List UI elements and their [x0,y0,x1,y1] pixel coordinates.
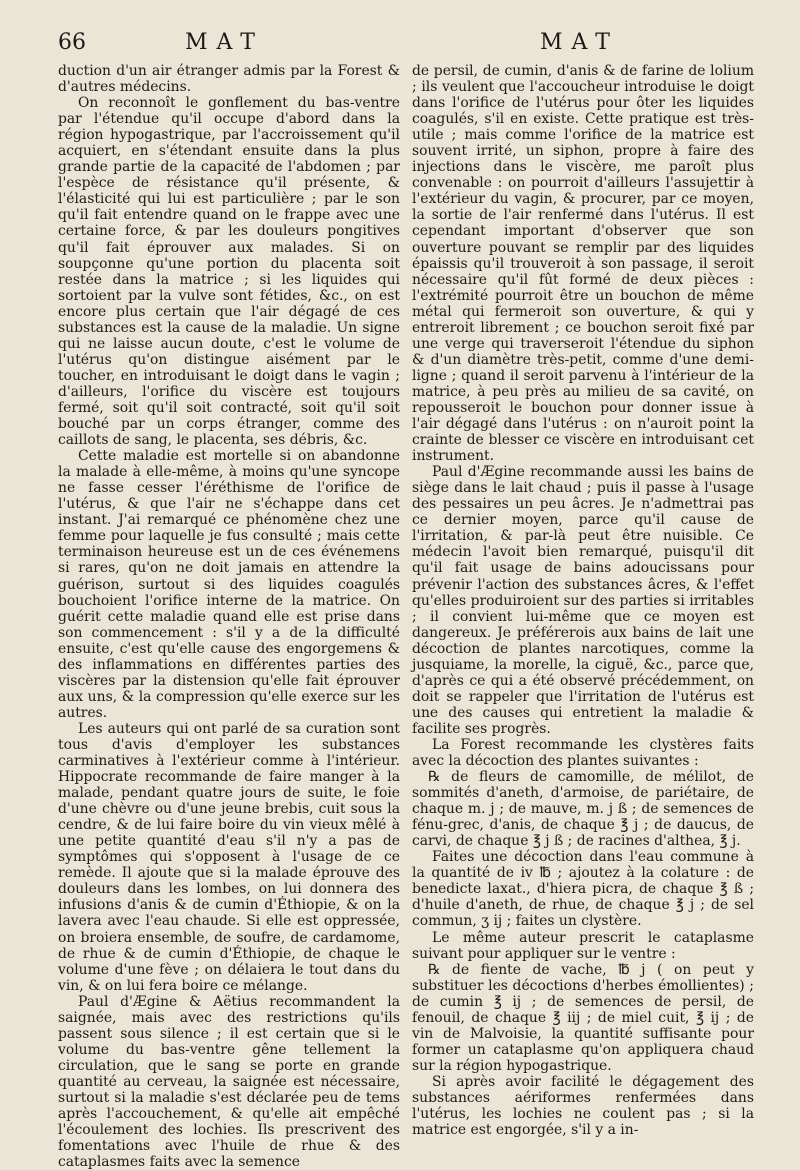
paragraph: Paul d'Ægine & Aëtius recommandent la saignée, mais avec des restrictions qu'ils passent sous silence ; il est certain que si le volume du bas-ventre gêne tellement la circulation, que le sang se porte en grande quantité au cerveau, la saignée est nécessaire, surtout si la maladie s'est déclarée peu de tems après l'accouchement, & qu'elle ait empêché l'écoulement des lochies. Ils prescrivent des fomentations avec l'huile de rhue & des cataplasmes faits avec la semence [58,993,400,1170]
paragraph: La Forest recommande les clystères faits avec la décoction des plantes suivantes : [412,736,754,770]
right-column [412,63,754,1138]
paragraph: Si après avoir facilité le dégagement des substances aériformes renfermées dans l'utérus, les lochies ne coulent pas ; si la matrice est engorgée, s'il y a in- [412,1073,754,1139]
left-running-title: MAT [185,30,264,55]
page-number: 66 [58,30,86,55]
recipe-paragraph: ℞ de fleurs de camomille, de mélilot, de sommités d'aneth, d'armoise, de pariétaire, de chaque m. j ; de mauve, m. j ß ; de semences de fénu-grec, d'anis, de chaque ℥ j ; de daucus, de carvi, de chaque ℥ j ß ; de racines d'althea, ℥ j. [412,769,754,850]
right-running-title: MAT [540,30,619,55]
paragraph: Les auteurs qui ont parlé de sa curation sont tous d'avis d'employer les substances carminatives à l'extérieur comme à l'intérieur. Hippocrate recommande de faire manger à la malade, pendant quatre jours de suite, le foie d'une chèvre ou d'une jeune brebis, cuit sous la cendre, & de lui faire boire du vin vieux mêlé à une petite quantité d'eau s'il n'y a pas de symptômes qui s'opposent à l'usage de ce remède. Il ajoute que si la malade éprouve des douleurs dans les lombes, on lui donnera des infusions d'anis & de cumin d'Éthiopie, & on la lavera avec l'eau chaude. Si elle est oppressée, on broiera ensemble, de soufre, de cardamome, de rhue & de cumin d'Éthiopie, de chaque le volume d'une fève ; on délaiera le tout dans du vin, & on lui fera boire ce mélange. [58,720,400,994]
paragraph: Faites une décoction dans l'eau commune à la quantité de iv ℔ ; ajoutez à la colature : de benedicte laxat., d'hiera picra, de chaque ℥ ß ; d'huile d'aneth, de rhue, de chaque ℥ j ; de sel commun, ʒ ij ; faites un clystère. [412,849,754,930]
paragraph: Paul d'Ægine recommande aussi les bains de siège dans le lait chaud ; puis il passe à l'usage des pessaires un peu âcres. Je n'admettrai pas ce dernier moyen, parce qu'il cause de l'irritation, & par-là peut être nuisible. Ce médecin l'avoit bien remarqué, puisqu'il dit qu'il fait usage de bains adoucissans pour prévenir l'action des substances âcres, & l'effet qu'elles produiroient sur des parties si irritables ; il convient lui-même que ce moyen est dangereux. Je préférerois aux bains de lait une décoction de plantes narcotiques, comme la jusquiame, la morelle, la ciguë, &c., parce que, d'après ce qui a été observé précédemment, on doit se rappeler que l'irritation de l'utérus est une des causes qui entretient la maladie & facilite ses progrès. [412,464,754,737]
paragraph: Cette maladie est mortelle si on abandonne la malade à elle-même, à moins qu'une syncope ne fasse cesser l'éréthisme de l'orifice de l'utérus, & que l'air ne s'échappe dans cet instant. J'ai remarqué ce phénomène chez une femme pour laquelle je fus consulté ; mais cette terminaison heureuse est un de ces événemens si rares, qu'on ne doit jamais en attendre la guérison, surtout si des liquides coagulés bouchoient l'orifice interne de la matrice. On guérit cette maladie quand elle est prise dans son commencement : s'il y a de la difficulté ensuite, c'est qu'elle cause des engorgemens & des inflammations en différentes parties des viscères par la distension qu'elle fait éprouver aux uns, & la compression qu'elle exerce sur les autres. [58,448,400,721]
paragraph: Le même auteur prescrit le cataplasme suivant pour appliquer sur le ventre : [412,929,754,962]
left-column [58,63,400,1170]
paragraph: On reconnoît le gonflement du bas-ventre par l'étendue qu'il occupe d'abord dans la région hypogastrique, par l'accroissement qu'il acquiert, en s'étendant ensuite dans la plus grande partie de la capacité de l'abdomen ; par l'espèce de résistance qu'il présente, & l'élasticité qui lui est particulière ; par le son qu'il fait entendre quand on le frappe avec une certaine force, & par les douleurs pongitives qu'il fait éprouver aux malades. Si on soupçonne qu'une portion du placenta soit restée dans la matrice ; si les liquides qui sortoient par la vulve sont fétides, &c., on est encore plus certain que l'air dégagé de ces substances est la cause de la maladie. Un signe qui ne laisse aucun doute, c'est le volume de l'utérus qu'on distingue aisément par le toucher, en introduisant le doigt dans le vagin ; d'ailleurs, l'orifice du viscère est toujours fermé, soit qu'il soit contracté, soit qu'il soit bouché par un corps étranger, comme des caillots de sang, le placenta, ses débris, &c. [58,95,400,449]
recipe-paragraph: ℞ de fiente de vache, ℔ j ( on peut y substituer les décoctions d'herbes émollientes) ; de cumin ℥ ij ; de semences de persil, de fenouil, de chaque ℥ iij ; de miel cuit, ℥ ij ; de vin de Malvoisie, la quantité suffisante pour former un cataplasme qu'on appliquera chaud sur la région hypogastrique. [412,961,754,1074]
running-header [0,30,800,60]
paragraph: de persil, de cumin, d'anis & de farine de lolium ; ils veulent que l'accoucheur introduise le doigt dans l'orifice de l'utérus pour ôter les liquides coagulés, s'il en existe. Cette pratique est très-utile ; mais comme l'orifice de la matrice est souvent irrité, un siphon, propre à faire des injections dans le viscère, me paroît plus convenable : on pourroit d'ailleurs l'assujettir à l'extérieur du vagin, & procurer, par ce moyen, la sortie de l'air renfermé dans l'utérus. Il est cependant important d'observer que son ouverture pouvant se remplir par des liquides épaissis qu'il trouveroit à son passage, il seroit nécessaire qu'il fût formé de deux pièces : l'extrémité pourroit être un bouchon de même métal qui fermeroit son ouverture, & qui y entreroit librement ; ce bouchon seroit fixé par une verge qui traverseroit l'étendue du siphon & d'un diamètre très-petit, comme d'une demi-ligne ; quand il seroit parvenu à l'intérieur de la matrice, à peu près au milieu de sa cavité, on repousseroit le bouchon pour donner issue à l'air dégagé dans l'utérus : on n'auroit point la crainte de blesser ce viscère en introduisant cet instrument. [412,63,754,465]
paragraph: duction d'un air étranger admis par la Forest & d'autres médecins. [58,63,400,96]
